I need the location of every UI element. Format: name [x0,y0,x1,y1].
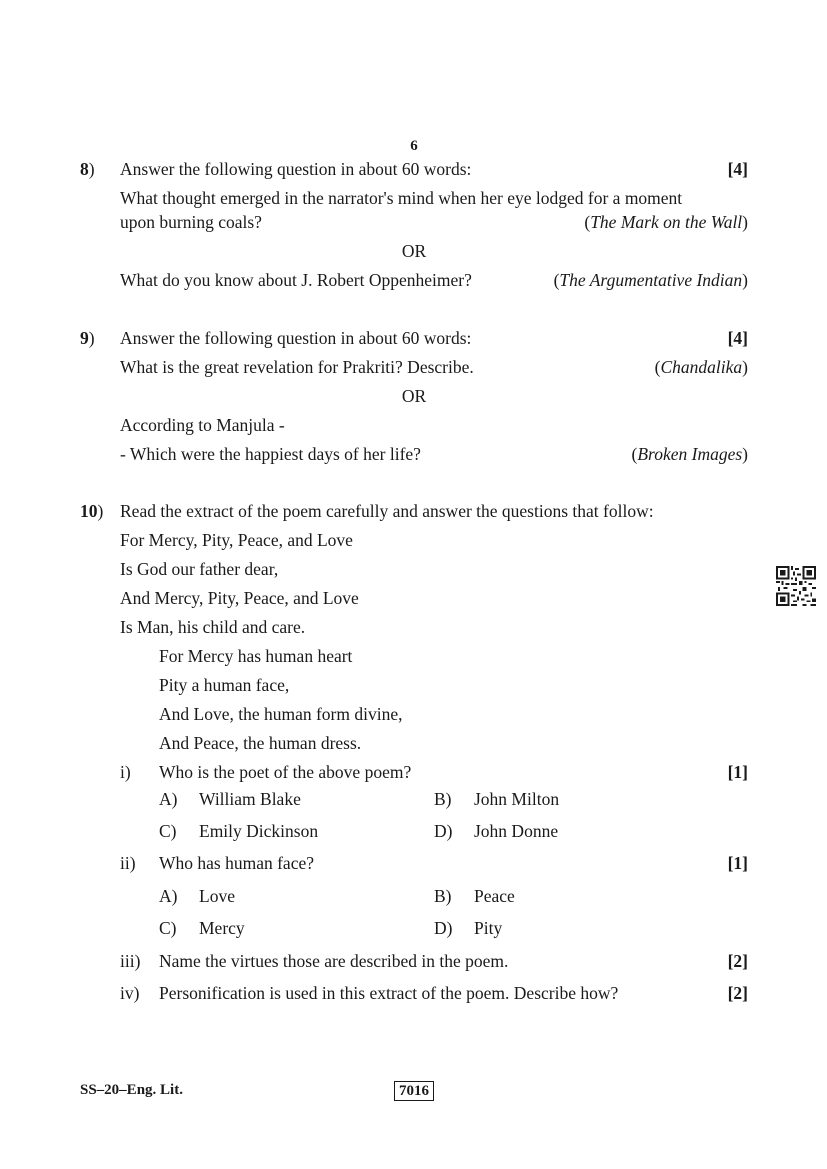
poem-line: Is God our father dear, [120,559,279,579]
option-letter: C) [159,821,177,841]
marks: [1] [727,853,748,873]
option-text: John Donne [474,821,559,841]
option-letter: A) [159,886,178,906]
option-letter: A) [159,789,178,809]
marks: [1] [727,762,748,782]
page-number: 6 [410,138,418,154]
subquestion-number: iii) [120,951,141,971]
subquestion-number: ii) [120,853,136,873]
marks: [2] [727,983,748,1003]
poem-line: And Mercy, Pity, Peace, and Love [120,588,359,608]
option-letter: B) [434,886,452,906]
subquestion-number: iv) [120,983,140,1003]
option-text: Peace [474,886,515,906]
question-number: 9) [80,328,95,348]
subject-code: SS–20–Eng. Lit. [80,1082,183,1098]
marks: [4] [727,159,748,179]
question-instruction: Answer the following question in about 60 words: [120,328,472,348]
question-number: 10) [80,501,104,521]
poem-line: Is Man, his child and care. [120,617,306,637]
subquestion-text: Who is the poet of the above poem? [159,762,412,782]
option-text: John Milton [474,789,560,809]
option-text: Emily Dickinson [199,821,319,841]
paper-code-box [392,1079,436,1100]
question-text: What is the great revelation for Prakriti? Describe. [120,357,474,377]
question-instruction: Read the extract of the poem carefully and answer the questions that follow: [120,501,654,521]
or-divider: OR [401,241,427,261]
question-text: According to Manjula - [120,415,285,435]
question-number: 8) [80,159,95,179]
poem-line: And Love, the human form divine, [159,704,403,724]
subquestion-number: i) [120,762,131,782]
option-letter: D) [434,821,453,841]
option-text: Love [199,886,235,906]
or-divider: OR [401,386,427,406]
poem-line: For Mercy has human heart [159,646,353,666]
source-reference: (The Argumentative Indian) [553,270,748,290]
source-reference: (Broken Images) [631,444,748,464]
marks: [4] [727,328,748,348]
option-letter: D) [434,918,453,938]
question-text: upon burning coals? [120,212,262,232]
poem-line: And Peace, the human dress. [159,733,362,753]
subquestion-text: Who has human face? [159,853,314,873]
option-text: William Blake [199,789,301,809]
qr-code-icon [776,566,816,606]
option-letter: B) [434,789,452,809]
question-text: What do you know about J. Robert Oppenheimer? [120,270,472,290]
option-text: Mercy [199,918,245,938]
option-letter: C) [159,918,177,938]
question-text: What thought emerged in the narrator's mind when her eye lodged for a moment [120,188,683,208]
poem-line: Pity a human face, [159,675,290,695]
subquestion-text: Personification is used in this extract of the poem. Describe how? [159,983,619,1003]
poem-line: For Mercy, Pity, Peace, and Love [120,530,353,550]
paper-code: 7016 [394,1081,434,1101]
source-reference: (Chandalika) [654,357,748,377]
subquestion-text: Name the virtues those are described in the poem. [159,951,509,971]
marks: [2] [727,951,748,971]
question-instruction: Answer the following question in about 60 words: [120,159,472,179]
option-text: Pity [474,918,503,938]
question-text: - Which were the happiest days of her life? [120,444,421,464]
source-reference: (The Mark on the Wall) [584,212,748,232]
